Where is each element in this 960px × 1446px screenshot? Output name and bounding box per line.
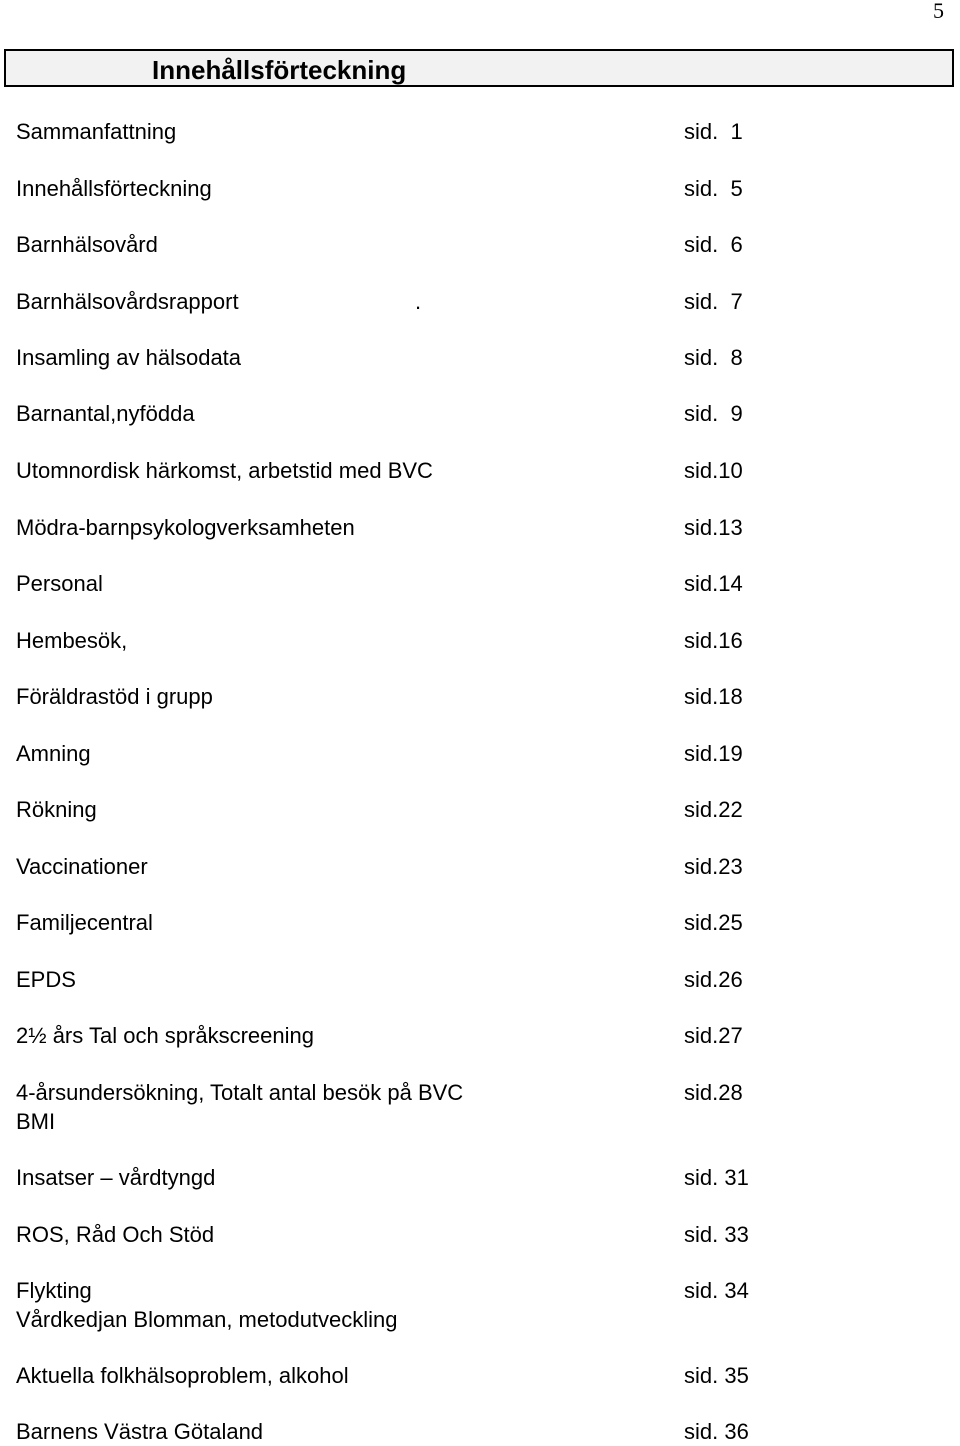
toc-entry-label: ROS, Råd Och Stöd <box>16 1222 215 1247</box>
toc-entry-page: sid. 35 <box>684 1363 749 1388</box>
toc-entry-page: sid. 34 <box>684 1278 749 1303</box>
toc-entry-label: Barnhälsovårdsrapport <box>16 289 239 314</box>
toc-entry-page: sid.14 <box>684 571 743 596</box>
toc-entry-page: sid.26 <box>684 967 743 992</box>
toc-entry-page: sid. 5 <box>684 176 743 201</box>
toc-entry-label: EPDS <box>16 967 76 992</box>
toc-entry-label-line2: Vårdkedjan Blomman, metodutveckling <box>16 1307 398 1332</box>
page-title: Innehållsförteckning <box>152 55 407 85</box>
toc-entry-page: sid. 36 <box>684 1419 749 1444</box>
toc-entry-label: Barnens Västra Götaland <box>16 1419 264 1444</box>
toc-entry-page: sid.16 <box>684 628 743 653</box>
toc-entry-label: 4-årsundersökning, Totalt antal besök på BVC <box>16 1080 464 1105</box>
toc-entry-label: Sammanfattning <box>16 119 177 144</box>
toc-entry-label: Insamling av hälsodata <box>16 345 242 370</box>
toc-entry-page: sid. 1 <box>684 119 743 144</box>
toc-entry-page: sid.19 <box>684 741 743 766</box>
toc-entry-label: Amning <box>16 741 91 766</box>
toc-entry-label: Mödra-barnpsykologverksamheten <box>16 515 355 540</box>
toc-entry-page: sid.22 <box>684 797 743 822</box>
toc-entry-page: sid.13 <box>684 515 743 540</box>
toc-entry-dot: . <box>415 289 422 314</box>
toc-entry-label: Personal <box>16 571 103 596</box>
toc-entry-label-line2: BMI <box>16 1109 56 1134</box>
toc-entry-page: sid. 6 <box>684 232 743 257</box>
toc-entry-label: Aktuella folkhälsoproblem, alkohol <box>16 1363 349 1388</box>
toc-entry-label: Föräldrastöd i grupp <box>16 684 213 709</box>
toc-entry-page: sid.10 <box>684 458 743 483</box>
toc-entry-label: Rökning <box>16 797 97 822</box>
toc-entry-label: Familjecentral <box>16 910 153 935</box>
toc-entry-label: Barnantal,nyfödda <box>16 401 195 426</box>
toc-entry-page: sid. 8 <box>684 345 743 370</box>
toc-entry-label: Innehållsförteckning <box>16 176 212 201</box>
toc-entry-label: Barnhälsovård <box>16 232 158 257</box>
toc-entry-label: Flykting <box>16 1278 92 1303</box>
toc-entry-page: sid. 33 <box>684 1222 749 1247</box>
toc-entry-page: sid. 9 <box>684 401 743 426</box>
toc-entry-page: sid. 7 <box>684 289 743 314</box>
toc-entry-page: sid.27 <box>684 1023 743 1048</box>
toc-title-box <box>4 49 954 87</box>
toc-entry-label: Utomnordisk härkomst, arbetstid med BVC <box>16 458 433 483</box>
toc-entry-label: Vaccinationer <box>16 854 148 879</box>
toc-entry-label: 2½ års Tal och språkscreening <box>16 1023 314 1048</box>
toc-entry-page: sid.25 <box>684 910 743 935</box>
toc-entry-label: Hembesök, <box>16 628 128 653</box>
toc-entry-page: sid.18 <box>684 684 743 709</box>
page-number: 5 <box>933 0 944 23</box>
toc-entry-label: Insatser – vårdtyngd <box>16 1165 216 1190</box>
toc-entry-page: sid.23 <box>684 854 743 879</box>
toc-entry-page: sid.28 <box>684 1080 743 1105</box>
toc-entry-page: sid. 31 <box>684 1165 749 1190</box>
